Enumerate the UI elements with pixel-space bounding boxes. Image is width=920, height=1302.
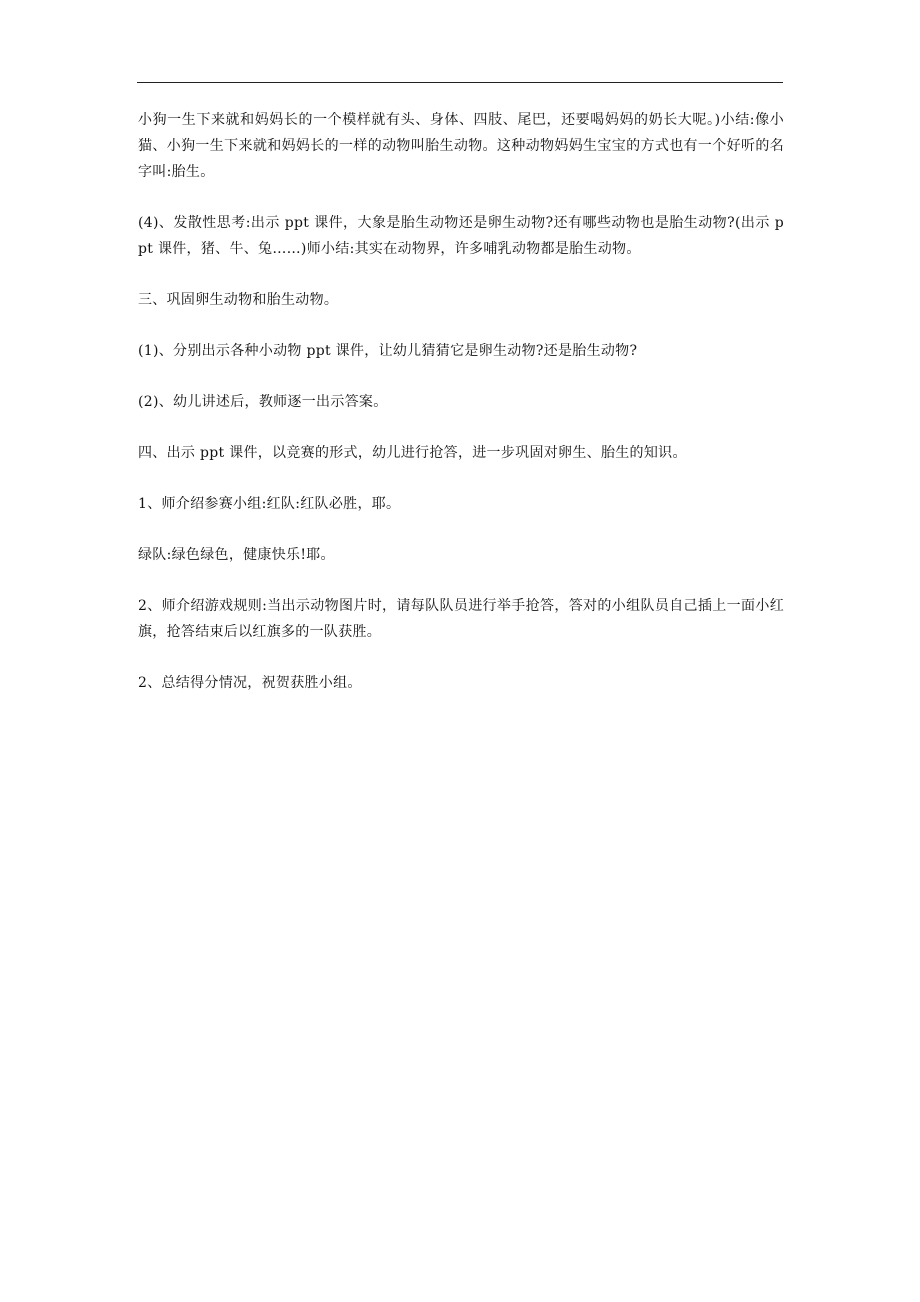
section-heading-consolidate: 三、巩固卵生动物和胎生动物。 <box>138 292 339 308</box>
paragraph-green-team: 绿队:绿色绿色，健康快乐!耶。 <box>138 547 335 563</box>
section-heading-competition: 四、出示 ppt 课件，以竞赛的形式，幼儿进行抢答，进一步巩固对卵生、胎生的知识。 <box>138 445 687 461</box>
paragraph-puppy-summary: 小狗一生下来就和妈妈长的一个模样就有头、身体、四肢、尾巴，还要喝妈妈的奶长大呢。)小结:像小猫、小狗一生下来就和妈妈长的一样的动物叫胎生动物。这种动物妈妈生宝宝的方式也有一个好听的名字叫:胎生。 <box>138 112 784 180</box>
document-body <box>138 107 784 721</box>
paragraph-step-2: (2)、幼儿讲述后，教师逐一出示答案。 <box>138 394 388 410</box>
paragraph-step-1: (1)、分别出示各种小动物 ppt 课件，让幼儿猜猜它是卵生动物?还是胎生动物? <box>138 343 638 359</box>
header-rule <box>137 82 783 83</box>
paragraph-divergent-thinking: (4)、发散性思考:出示 ppt 课件，大象是胎生动物还是卵生动物?还有哪些动物也是胎生动物?(出示 ppt 课件，猪、牛、兔……)师小结:其实在动物界，许多哺乳动物都是胎生动物。 <box>138 215 784 257</box>
paragraph-game-rules: 2、师介绍游戏规则:当出示动物图片时，请每队队员进行举手抢答，答对的小组队员自己插上一面小红旗，抢答结束后以红旗多的一队获胜。 <box>138 598 784 640</box>
paragraph-red-team: 1、师介绍参赛小组:红队:红队必胜，耶。 <box>138 496 401 512</box>
paragraph-summary-scores: 2、总结得分情况，祝贺获胜小组。 <box>138 675 362 691</box>
